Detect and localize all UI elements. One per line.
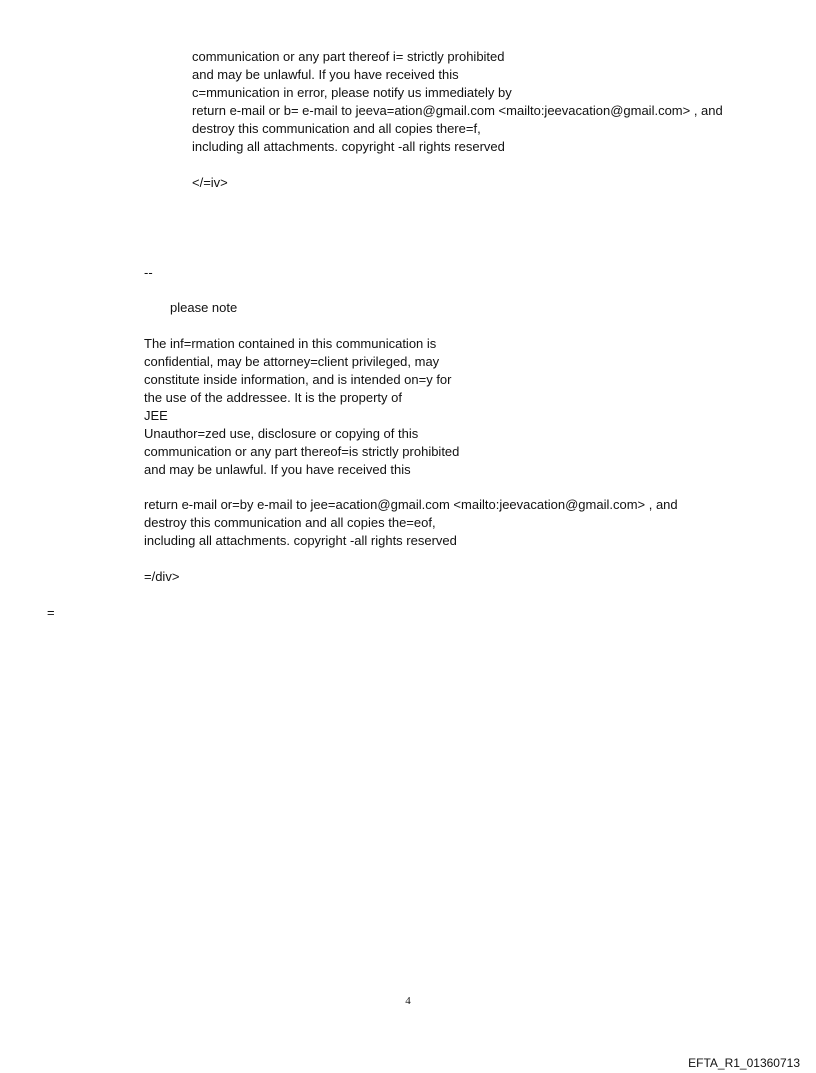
page-number: 4 [405, 995, 411, 1007]
text-line: = [47, 605, 55, 620]
text-line: constitute inside information, and is intended on=y for [144, 372, 452, 387]
text-line: including all attachments. copyright -all rights reserved [144, 533, 457, 548]
text-line: communication or any part thereof i= strictly prohibited [192, 49, 505, 64]
text-line: destroy this communication and all copies there=f, [192, 121, 481, 136]
quoted-closing-tag [192, 174, 228, 192]
stray-character [47, 604, 55, 622]
note-heading [170, 299, 237, 317]
text-line: including all attachments. copyright -all rights reserved [192, 139, 505, 154]
main-disclaimer [144, 335, 459, 479]
return-instructions [144, 496, 678, 550]
text-line: communication or any part thereof=is strictly prohibited [144, 444, 460, 459]
text-line: please note [170, 300, 238, 315]
text-line: The inf=rmation contained in this communication is [144, 336, 437, 351]
document-id: EFTA_R1_01360713 [688, 1056, 800, 1070]
text-line: and may be unlawful. If you have received this [144, 462, 411, 477]
quoted-disclaimer [192, 48, 723, 156]
text-line: confidential, may be attorney=client privileged, may [144, 354, 440, 369]
text-line: c=mmunication in error, please notify us immediately by [192, 85, 512, 100]
text-line: </=iv> [192, 175, 228, 190]
text-line: and may be unlawful. If you have received this [192, 67, 459, 82]
text-line: JEE [144, 408, 168, 423]
signature-separator [144, 264, 153, 282]
text-line: =/div> [144, 569, 180, 584]
text-line: return e-mail or=by e-mail to jee=acation@gmail.com <mailto:jeevacation@gmail.com> , and [144, 497, 678, 512]
text-line: -- [144, 265, 153, 280]
text-line: return e-mail or b= e-mail to jeeva=ation@gmail.com <mailto:jeevacation@gmail.com> , and [192, 103, 723, 118]
text-line: Unauthor=zed use, disclosure or copying of this [144, 426, 419, 441]
main-closing-tag [144, 568, 179, 586]
text-line: destroy this communication and all copies the=eof, [144, 515, 436, 530]
text-line: the use of the addressee. It is the property of [144, 390, 402, 405]
